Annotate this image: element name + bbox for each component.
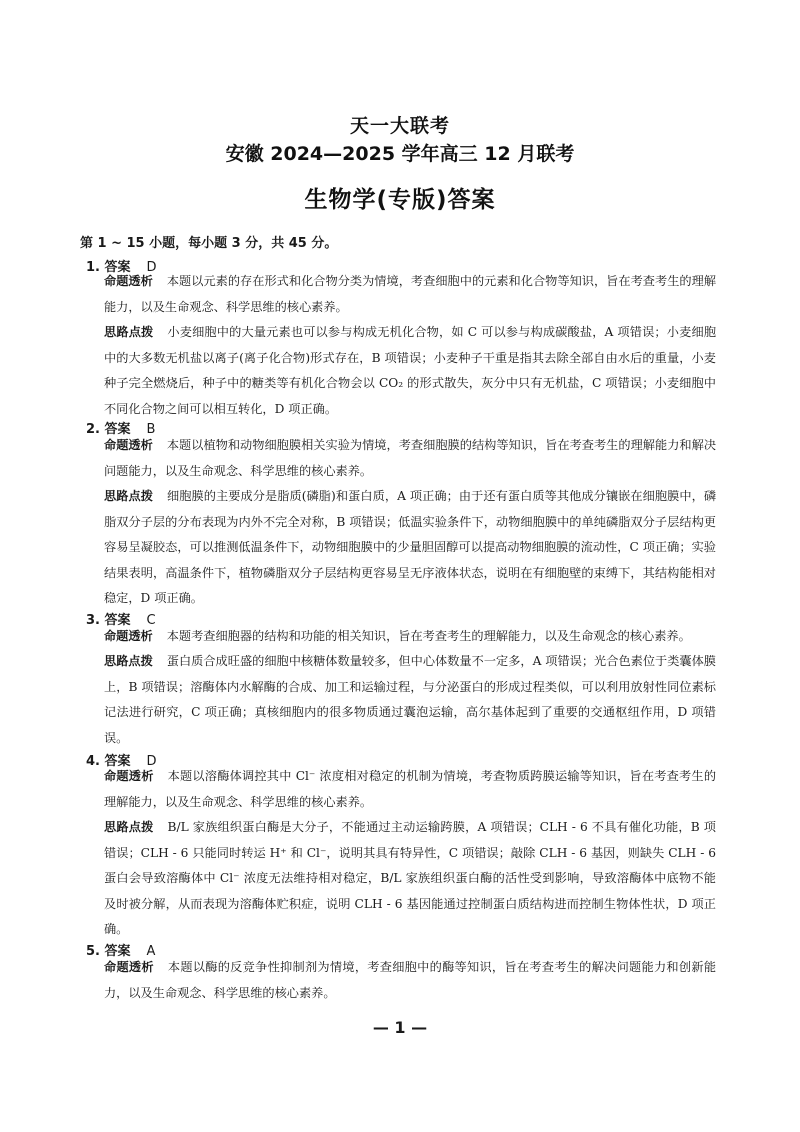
question-2-answer: 2. 答案 B bbox=[86, 422, 156, 437]
question-3-hint: 思路点拨 蛋白质合成旺盛的细胞中核糖体数量较多，但中心体数量不一定多，A 项错误；光合色素位于类囊体膜上，B 项错误；溶酶体内水解酶的合成、加工和运输过程，与分泌蛋白的形成过程类似，可以利用放射性同位素标记法进行研究，C 项正确；真核细胞内的很多物质通过囊泡运输，高尔基体起到了重要的交通枢纽作用，D 项错误。 bbox=[104, 654, 716, 745]
question-2-hint: 思路点拨 细胞膜的主要成分是脂质(磷脂)和蛋白质，A 项正确；由于还有蛋白质等其他成分镶嵌在细胞膜中，磷脂双分子层的分布表现为内外不完全对称，B 项错误；低温实验条件下，动物细胞膜中的单纯磷脂双分子层结构更容易呈凝胶态，可以推测低温条件下，动物细胞膜中的少量胆固醇可以提高动物细胞膜的流动性，C 项正确；实验结果表明，高温条件下，植物磷脂双分子层结构更容易呈无序液体状态，说明在有细胞壁的束缚下，其结构能相对稳定，D 项正确。 bbox=[104, 489, 717, 605]
question-2-analysis: 命题透析 本题以植物和动物细胞膜相关实验为情境，考查细胞膜的结构等知识，旨在考查考生的理解能力和解决问题能力，以及生命观念、科学思维的核心素养。 bbox=[104, 438, 717, 478]
exam-title: 安徽 2024—2025 学年高三 12 月联考 bbox=[225, 143, 575, 165]
page-number: — 1 — bbox=[372, 1018, 428, 1037]
question-5-answer: 5. 答案 A bbox=[86, 944, 156, 959]
question-4-analysis: 命题透析 本题以溶酶体调控其中 Cl⁻ 浓度相对稳定的机制为情境，考查物质跨膜运输等知识，旨在考查考生的理解能力，以及生命观念、科学思维的核心素养。 bbox=[104, 769, 717, 809]
question-1-hint: 思路点拨 小麦细胞中的大量元素也可以参与构成无机化合物，如 C 可以参与构成碳酸盐，A 项错误；小麦细胞中的大多数无机盐以离子(离子化合物)形式存在，B 项错误；小麦种子干重是指其去除全部自由水后的重量，小麦种子完全燃烧后，种子中的糖类等有机化合物会以 CO₂ 的形式散失，灰分中只有无机盐，C 项错误；小麦细胞中不同化合物之间可以相互转化，D 项正确。 bbox=[104, 325, 717, 416]
question-4-hint: 思路点拨 B/L 家族组织蛋白酶是大分子，不能通过主动运输跨膜，A 项错误；CLH - 6 不具有催化功能，B 项错误；CLH - 6 只能同时转运 H⁺ 和 Cl⁻，说明其具有特异性，C 项错误；敲除 CLH - 6 基因，则缺失 CLH - 6 蛋白会导致溶酶体中 Cl⁻ 浓度无法维持相对稳定，B/L 家族组织蛋白酶的活性受到影响，导致溶酶体中底物不能及时被分解，从而表现为溶酶体贮积症，说明 CLH - 6 基因能通过控制蛋白质结构进而控制生物体性状，D 项正确。 bbox=[104, 820, 716, 936]
question-3-analysis: 命题透析 本题考查细胞器的结构和功能的相关知识，旨在考查考生的理解能力，以及生命观念的核心素养。 bbox=[104, 629, 691, 643]
org-title: 天一大联考 bbox=[349, 115, 450, 137]
question-1-analysis: 命题透析 本题以元素的存在形式和化合物分类为情境，考查细胞中的元素和化合物等知识，旨在考查考生的理解能力，以及生命观念、科学思维的核心素养。 bbox=[104, 274, 717, 314]
question-3-answer: 3. 答案 C bbox=[86, 613, 156, 628]
question-5-analysis: 命题透析 本题以酶的反竞争性抑制剂为情境，考查细胞中的酶等知识，旨在考查考生的解决问题能力和创新能力，以及生命观念、科学思维的核心素养。 bbox=[104, 960, 717, 1000]
subject-title: 生物学(专版)答案 bbox=[304, 187, 496, 213]
section-intro: 第 1 ~ 15 小题，每小题 3 分，共 45 分。 bbox=[80, 236, 338, 251]
question-1-answer: 1. 答案 D bbox=[86, 260, 157, 275]
question-4-answer: 4. 答案 D bbox=[86, 754, 157, 769]
